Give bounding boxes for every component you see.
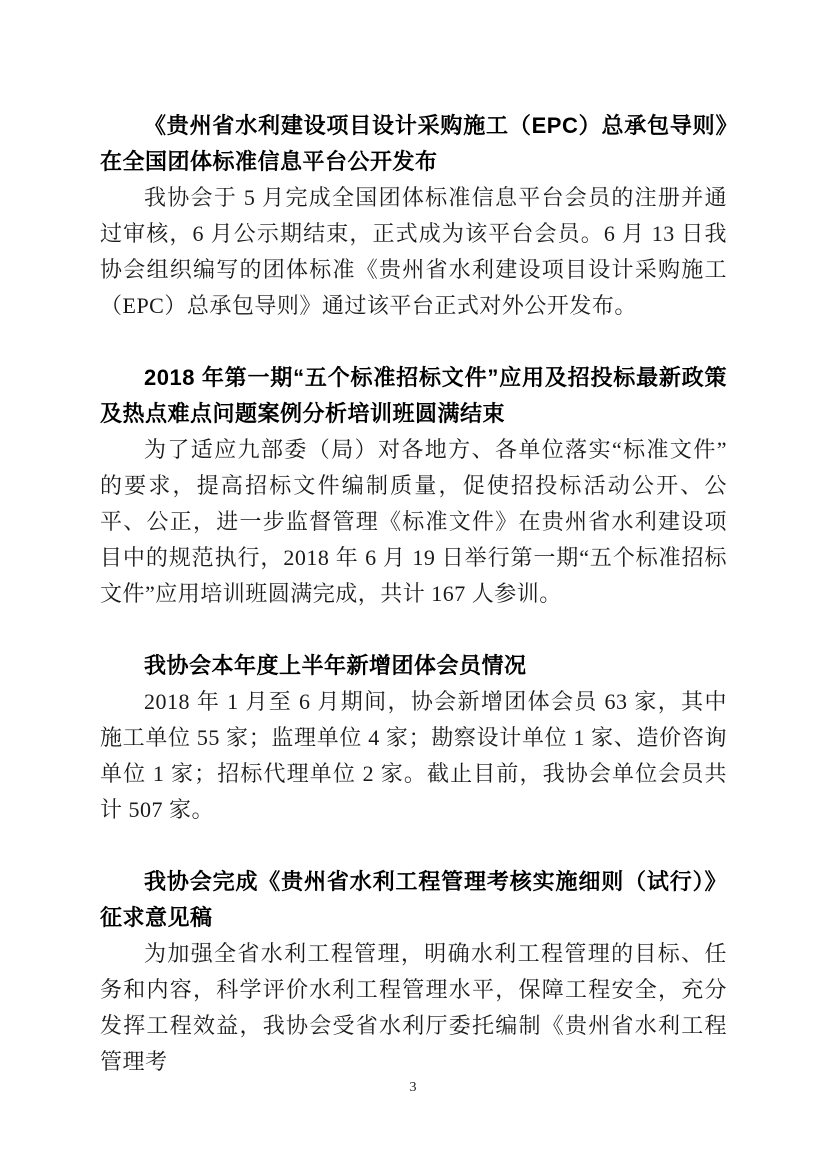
section-paragraph: 2018 年 1 月至 6 月期间，协会新增团体会员 63 家，其中施工单位 55 家；监理单位 4 家；勘察设计单位 1 家、造价咨询单位 1 家；招标代理单位 2 家。截止目前，我协会单位会员共计 507 家。 xyxy=(100,689,727,822)
section-paragraph: 为了适应九部委（局）对各地方、各单位落实“标准文件”的要求，提高招标文件编制质量，促使招投标活动公开、公平、公正，进一步监督管理《标准文件》在贵州省水利建设项目中的规范执行，2018 年 6 月 19 日举行第一期“五个标准招标文件”应用培训班圆满完成，共计 167 人参训。 xyxy=(100,437,727,606)
section-heading: 我协会完成《贵州省水利工程管理考核实施细则（试行）》征求意见稿 xyxy=(100,869,727,930)
section-training-class-completed xyxy=(100,360,727,612)
section-heading: 2018 年第一期“五个标准招标文件”应用及招投标最新政策及热点难点问题案例分析培训班圆满结束 xyxy=(100,365,727,426)
section-heading: 《贵州省水利建设项目设计采购施工（EPC）总承包导则》在全国团体标准信息平台公开发布 xyxy=(100,113,727,174)
section-paragraph: 我协会于 5 月完成全国团体标准信息平台会员的注册并通过审核，6 月公示期结束，正式成为该平台会员。6 月 13 日我协会组织编写的团体标准《贵州省水利建设项目设计采购施工（EPC）总承包导则》通过该平台正式对外公开发布。 xyxy=(100,185,727,318)
section-heading: 我协会本年度上半年新增团体会员情况 xyxy=(144,653,527,678)
section-draft-for-comments xyxy=(100,864,727,1080)
page-number: 3 xyxy=(409,1080,417,1095)
section-paragraph: 为加强全省水利工程管理，明确水利工程管理的目标、任务和内容，科学评价水利工程管理水平，保障工程安全，充分发挥工程效益，我协会受省水利厅委托编制《贵州省水利工程管理考 xyxy=(100,941,727,1074)
section-epc-standard-published xyxy=(100,108,727,324)
section-new-members xyxy=(100,648,727,828)
